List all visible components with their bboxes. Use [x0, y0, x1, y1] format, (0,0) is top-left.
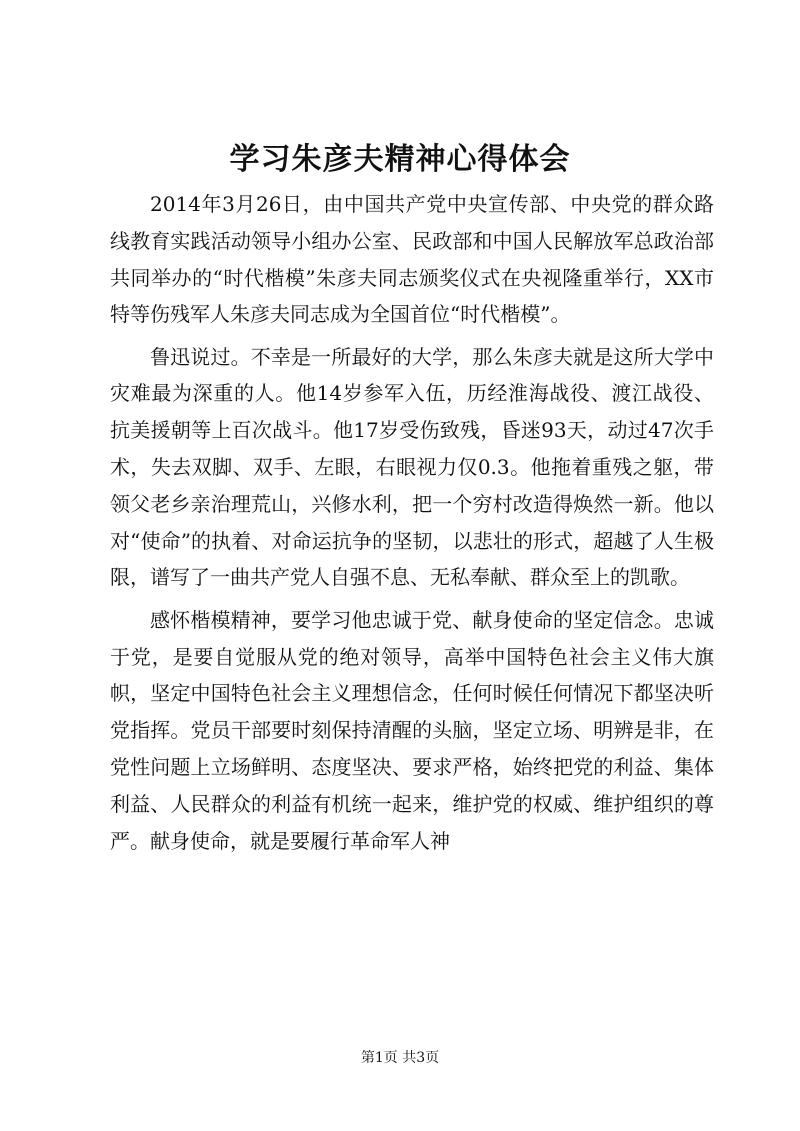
- document-body: [110, 186, 714, 865]
- paragraph-3: 感怀楷模精神，要学习他忠诚于党、献身使命的坚定信念。忠诚于党，是要自觉服从党的绝对领导，高举中国特色社会主义伟大旗帜，坚定中国特色社会主义理想信念，任何时候任何情况下都坚决听党指挥。党员干部要时刻保持清醒的头脑，坚定立场、明辨是非，在党性问题上立场鲜明、态度坚决、要求严格，始终把党的利益、集体利益、人民群众的利益有机统一起来，维护党的权威、维护组织的尊严。献身使命，就是要履行革命军人神: [110, 607, 714, 853]
- paragraph-2: 鲁迅说过。不幸是一所最好的大学，那么朱彦夫就是这所大学中灾难最为深重的人。他14岁参军入伍，历经淮海战役、渡江战役、抗美援朝等上百次战斗。他17岁受伤致残，昏迷93天，动过47次手术，失去双脚、双手、左眼，右眼视力仅0.3。他拖着重残之躯，带领父老乡亲治理荒山，兴修水利，把一个穷村改造得焕然一新。他以对“使命”的执着、对命运抗争的坚韧，以悲壮的形式，超越了人生极限，谱写了一曲共产党人自强不息、无私奉献、群众至上的凯歌。: [110, 344, 714, 590]
- document-title: 学习朱彦夫精神心得体会: [229, 142, 571, 177]
- paragraph-1: 2014年3月26日，由中国共产党中央宣传部、中央党的群众路线教育实践活动领导小组办公室、民政部和中国人民解放军总政治部共同举办的“时代楷模”朱彦夫同志颁奖仪式在央视隆重举行，XX市特等伤残军人朱彦夫同志成为全国首位“时代楷模”。: [110, 192, 714, 327]
- page-number-footer: 第1页 共3页: [360, 1050, 440, 1066]
